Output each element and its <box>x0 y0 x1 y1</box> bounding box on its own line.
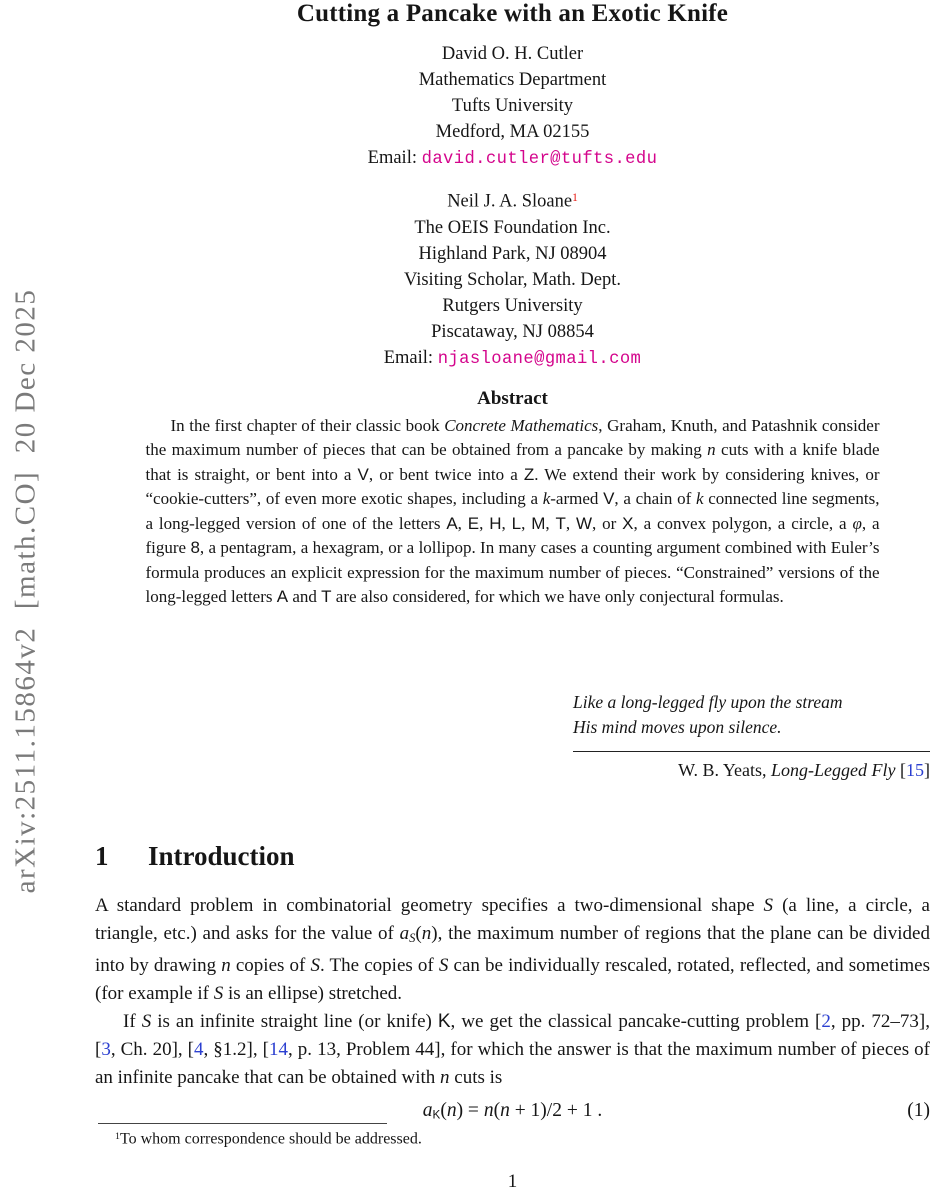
email-link-sloane[interactable]: njasloane@gmail.com <box>437 349 642 369</box>
author-block-cutler <box>95 41 930 173</box>
epigraph-line: His mind moves upon silence. <box>573 717 782 737</box>
author-city: Medford, MA 02155 <box>435 122 590 142</box>
cite-ref-4[interactable]: 4 <box>194 1039 204 1061</box>
author-department: Mathematics Department <box>418 70 607 90</box>
epigraph <box>573 690 930 782</box>
author-email-line: Email: david.cutler@tufts.edu <box>367 148 658 169</box>
cite-ref-15[interactable]: 15 <box>906 760 924 780</box>
author-city: Piscataway, NJ 08854 <box>431 321 594 342</box>
section-number: 1 <box>95 841 109 871</box>
content-column <box>95 0 930 1192</box>
email-link-cutler[interactable]: david.cutler@tufts.edu <box>421 150 658 169</box>
author-role: Visiting Scholar, Math. Dept. <box>403 269 622 290</box>
section-title: Introduction <box>148 841 295 871</box>
author-organization: The OEIS Foundation Inc. <box>414 217 611 238</box>
author-email-line: Email: njasloane@gmail.com <box>383 347 642 369</box>
paragraph: If S is an infinite straight line (or knife) K, we get the classical pancake-cutting problem [2, pp. 72–73], [3, Ch. 20], [4, §1.2], [14, p. 13, Problem 44], for which the answer is that the maximum number of pieces of an infinite pancake that can be obtained with n cuts is <box>95 1011 930 1089</box>
author-city: Highland Park, NJ 08904 <box>418 243 607 264</box>
equation-number: (1) <box>907 1100 930 1122</box>
footnote-rule <box>98 1123 387 1124</box>
footnote-ref-link[interactable]: 1 <box>572 192 578 204</box>
author-university: Rutgers University <box>442 295 583 316</box>
author-block-sloane <box>95 185 930 373</box>
abstract-text: In the first chapter of their classic book Concrete Mathematics, Graham, Knuth, and Patashnik consider the maximum number of pieces that can be obtained from a pancake by making n cuts with a knife blade that is straight, or bent into a V, or bent twice into a Z. We extend their work by considering knives, or “cookie-cutters”, of even more exotic shapes, including a k-armed V, a chain of k connected line segments, a long-legged version of one of the letters A, E, H, L, M, T, W, or X, a convex polygon, a circle, a φ, a figure 8, a pentagram, a hexagram, or a lollipop. In many cases a counting argument combined with Euler’s formula produces an explicit expression for the maximum number of pieces. “Constrained” versions of the long-legged letters A and T are also considered, for which we have only conjectural formulas. <box>145 415 880 607</box>
author-name: Neil J. A. Sloane$^1$ <box>447 191 578 212</box>
author-university: Tufts University <box>451 96 574 116</box>
arxiv-stamp: arXiv:2511.15864v2 [math.CO] 20 Dec 2025 <box>9 288 42 894</box>
page-number: 1 <box>507 1171 518 1192</box>
epigraph-rule <box>573 751 930 752</box>
footnote-text: $^1$To whom correspondence should be addressed. <box>115 1130 422 1148</box>
footnote-area <box>95 1123 930 1149</box>
cite-ref-14[interactable]: 14 <box>269 1039 288 1061</box>
author-name: David O. H. Cutler <box>441 44 584 64</box>
section-introduction <box>95 839 930 1129</box>
abstract-heading: Abstract <box>477 387 548 409</box>
cite-ref-3[interactable]: 3 <box>101 1039 111 1061</box>
paragraph: A standard problem in combinatorial geometry specifies a two-dimensional shape S (a line, a circle, a triangle, etc.) and asks for the value of aS(n), the maximum number of regions that the plane can be divided into by drawing n copies of S. The copies of S can be individually rescaled, rotated, reflected, and sometimes (for example if S is an ellipse) stretched. <box>95 895 930 1005</box>
equation-body: aK(n) = n(n + 1)/2 + 1 . <box>422 1100 603 1122</box>
paper-title: Cutting a Pancake with an Exotic Knife <box>296 0 729 27</box>
section-heading <box>95 839 930 873</box>
cite-ref-2[interactable]: 2 <box>821 1011 831 1033</box>
epigraph-attribution: W. B. Yeats, Long-Legged Fly [15] <box>678 760 930 780</box>
epigraph-line: Like a long-legged fly upon the stream <box>573 692 843 712</box>
